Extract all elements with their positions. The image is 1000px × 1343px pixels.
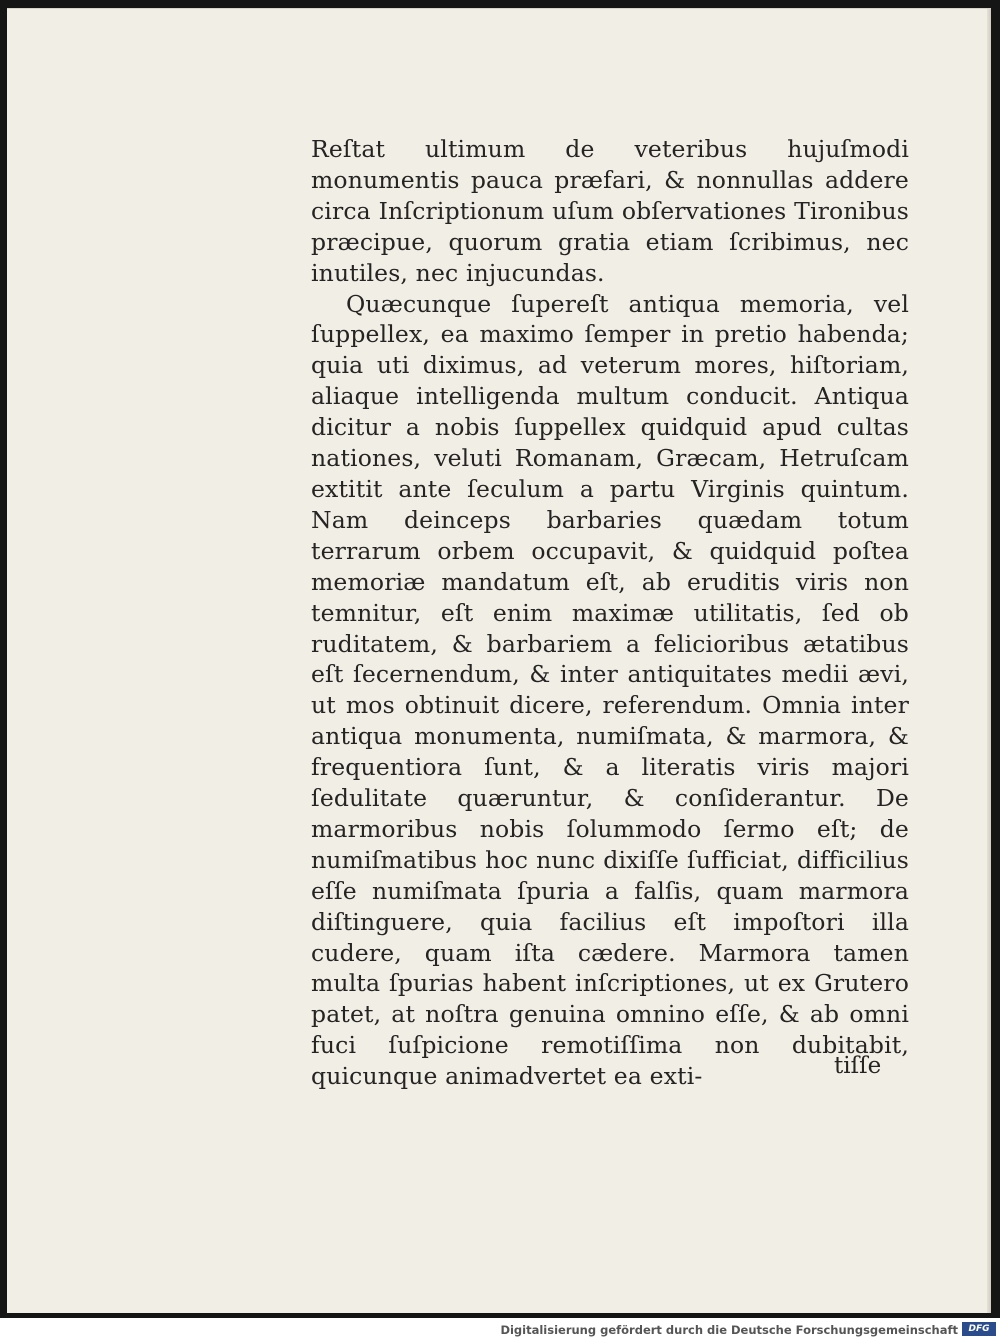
paragraph-2: Quæcunque ſupereſt antiqua memoria, vel ſuppellex, ea maximo ſemper in pretio habenda; quia uti diximus, ad veterum mores, hiſtoriam, aliaque intelligenda multum conducit. Antiqua dicitur a nobis ſuppellex quidquid apud cultas nationes, veluti Romanam, Græcam, Hetruſcam extitit ante ſeculum a partu Virginis quintum. Nam deinceps barbaries quædam totum terrarum orbem occupavit, & quidquid poſtea memoriæ mandatum eſt, ab eruditis viris non temnitur, eſt enim maximæ utilitatis, ſed ob ruditatem, & barbariem a felicioribus ætatibus eſt ſecernendum, & inter antiquitates medii ævi, ut mos obtinuit dicere, referendum. Omnia inter antiqua monumenta, numiſmata, & marmora, & frequentiora ſunt, & a literatis viris majori ſedulitate quæruntur, & conſiderantur. De marmoribus nobis ſolummodo ſermo eſt; de numiſmatibus hoc nunc dixiſſe ſufficiat, difficilius eſſe numiſmata ſpuria a falſis, quam marmora diſtinguere, quia facilius eſt impoſtori illa cudere, quam iſta cædere. Marmora tamen multa ſpurias habent inſcriptiones, ut ex Grutero patet, at noſtra genuina omnino eſſe, & ab omni fuci ſuſpicione remotiſſima non dubitabit, quicunque animadvertet ea exti- <box>311 289 909 1091</box>
footer-bar <box>0 1318 1000 1343</box>
catchword: tiſſe <box>834 1053 882 1079</box>
funding-notice: Digitalisierung gefördert durch die Deutsche Forschungsgemeinschaft <box>500 1323 958 1337</box>
body-text <box>311 134 909 1092</box>
page-edge <box>987 9 991 1313</box>
dfg-logo: DFG <box>962 1322 996 1336</box>
paragraph-1: Reſtat ultimum de veteribus hujuſmodi monumentis pauca præfari, & nonnullas addere circa Inſcriptionum uſum obſervationes Tironibus præcipue, quorum gratia etiam ſcribimus, nec inutiles, nec injucundas. <box>311 135 909 287</box>
